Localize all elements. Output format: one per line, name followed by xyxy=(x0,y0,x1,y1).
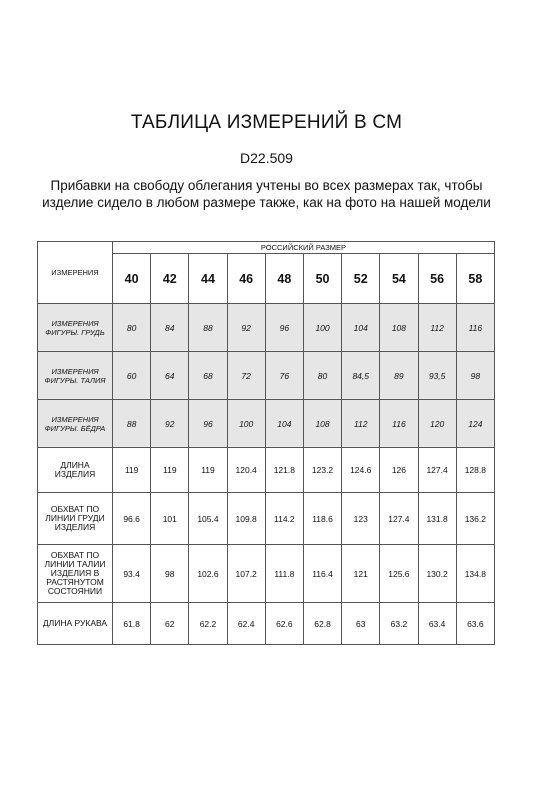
table-cell: 107.2 xyxy=(227,545,265,603)
table-cell: 109.8 xyxy=(227,493,265,545)
table-cell: 93.4 xyxy=(113,545,151,603)
table-cell: 123.2 xyxy=(303,448,341,493)
table-row xyxy=(38,400,495,448)
table-cell: 104 xyxy=(342,304,380,352)
table-cell: 136.2 xyxy=(456,493,494,545)
size-header-42: 42 xyxy=(151,254,189,304)
table-cell: 72 xyxy=(227,352,265,400)
table-cell: 89 xyxy=(380,352,418,400)
table-cell: 100 xyxy=(227,400,265,448)
table-cell: 108 xyxy=(303,400,341,448)
table-cell: 62.2 xyxy=(189,603,227,645)
table-cell: 93,5 xyxy=(418,352,456,400)
table-cell: 84 xyxy=(151,304,189,352)
table-cell: 124.6 xyxy=(342,448,380,493)
row-label: ИЗМЕРЕНИЯ ФИГУРЫ. ТАЛИЯ xyxy=(38,352,113,400)
table-cell: 62.4 xyxy=(227,603,265,645)
page-title: ТАБЛИЦА ИЗМЕРЕНИЙ В СМ xyxy=(130,112,403,133)
size-header-50: 50 xyxy=(303,254,341,304)
table-cell: 62.6 xyxy=(265,603,303,645)
table-cell: 128.8 xyxy=(456,448,494,493)
table-cell: 131.8 xyxy=(418,493,456,545)
table-cell: 63.6 xyxy=(456,603,494,645)
table-cell: 127.4 xyxy=(418,448,456,493)
size-header-52: 52 xyxy=(342,254,380,304)
table-cell: 62 xyxy=(151,603,189,645)
table-cell: 102.6 xyxy=(189,545,227,603)
table-cell: 104 xyxy=(265,400,303,448)
row-label: ОБХВАТ ПО ЛИНИИ ТАЛИИ ИЗДЕЛИЯ В РАСТЯНУТОМ СОСТОЯНИИ xyxy=(38,545,113,603)
fit-note xyxy=(0,177,533,211)
table-cell: 114.2 xyxy=(265,493,303,545)
table-cell: 108 xyxy=(380,304,418,352)
row-label: ИЗМЕРЕНИЯ ФИГУРЫ. ГРУДЬ xyxy=(38,304,113,352)
table-cell: 88 xyxy=(189,304,227,352)
row-label: ИЗМЕРЕНИЯ ФИГУРЫ. БЁДРА xyxy=(38,400,113,448)
table-cell: 76 xyxy=(265,352,303,400)
table-cell: 119 xyxy=(113,448,151,493)
table-row xyxy=(38,603,495,645)
table-cell: 88 xyxy=(113,400,151,448)
size-header-54: 54 xyxy=(380,254,418,304)
table-cell: 96 xyxy=(189,400,227,448)
table-cell: 105.4 xyxy=(189,493,227,545)
table-cell: 123 xyxy=(342,493,380,545)
table-cell: 92 xyxy=(151,400,189,448)
table-cell: 116 xyxy=(456,304,494,352)
table-cell: 112 xyxy=(418,304,456,352)
size-table xyxy=(37,241,495,645)
table-cell: 63.2 xyxy=(380,603,418,645)
table-cell: 80 xyxy=(303,352,341,400)
table-cell: 61.8 xyxy=(113,603,151,645)
table-cell: 134.8 xyxy=(456,545,494,603)
fit-note-line-1: Прибавки на свободу облегания учтены во всех размерах так, чтобы xyxy=(50,178,483,193)
table-cell: 84,5 xyxy=(342,352,380,400)
table-cell: 120 xyxy=(418,400,456,448)
size-header-40: 40 xyxy=(113,254,151,304)
size-header-56: 56 xyxy=(418,254,456,304)
table-row xyxy=(38,304,495,352)
table-cell: 116.4 xyxy=(303,545,341,603)
table-cell: 126 xyxy=(380,448,418,493)
table-row xyxy=(38,493,495,545)
table-row xyxy=(38,545,495,603)
row-label: ДЛИНА ИЗДЕЛИЯ xyxy=(38,448,113,493)
table-cell: 96 xyxy=(265,304,303,352)
table-cell: 98 xyxy=(456,352,494,400)
table-cell: 125.6 xyxy=(380,545,418,603)
table-cell: 121.8 xyxy=(265,448,303,493)
size-header-46: 46 xyxy=(227,254,265,304)
table-cell: 63.4 xyxy=(418,603,456,645)
table-row xyxy=(38,448,495,493)
table-cell: 68 xyxy=(189,352,227,400)
row-label: ОБХВАТ ПО ЛИНИИ ГРУДИ ИЗДЕЛИЯ xyxy=(38,493,113,545)
size-header-58: 58 xyxy=(456,254,494,304)
row-label: ДЛИНА РУКАВА xyxy=(38,603,113,645)
table-cell: 124 xyxy=(456,400,494,448)
fit-note-line-2: изделие сидело в любом размере также, как на фото на нашей модели xyxy=(42,195,491,210)
table-cell: 121 xyxy=(342,545,380,603)
size-group-label: РОССИЙСКИЙ РАЗМЕР xyxy=(113,242,495,254)
table-cell: 119 xyxy=(151,448,189,493)
table-cell: 64 xyxy=(151,352,189,400)
table-cell: 62.8 xyxy=(303,603,341,645)
table-cell: 96.6 xyxy=(113,493,151,545)
table-row xyxy=(38,352,495,400)
table-cell: 63 xyxy=(342,603,380,645)
size-header-44: 44 xyxy=(189,254,227,304)
table-cell: 112 xyxy=(342,400,380,448)
table-cell: 130.2 xyxy=(418,545,456,603)
table-cell: 98 xyxy=(151,545,189,603)
table-cell: 60 xyxy=(113,352,151,400)
table-cell: 100 xyxy=(303,304,341,352)
table-cell: 111.8 xyxy=(265,545,303,603)
table-cell: 118.6 xyxy=(303,493,341,545)
size-header-48: 48 xyxy=(265,254,303,304)
product-code: D22.509 xyxy=(240,150,293,166)
table-cell: 92 xyxy=(227,304,265,352)
table-cell: 101 xyxy=(151,493,189,545)
corner-label: ИЗМЕРЕНИЯ xyxy=(38,242,113,304)
table-cell: 119 xyxy=(189,448,227,493)
table-cell: 116 xyxy=(380,400,418,448)
table-cell: 127.4 xyxy=(380,493,418,545)
table-cell: 80 xyxy=(113,304,151,352)
table-cell: 120.4 xyxy=(227,448,265,493)
